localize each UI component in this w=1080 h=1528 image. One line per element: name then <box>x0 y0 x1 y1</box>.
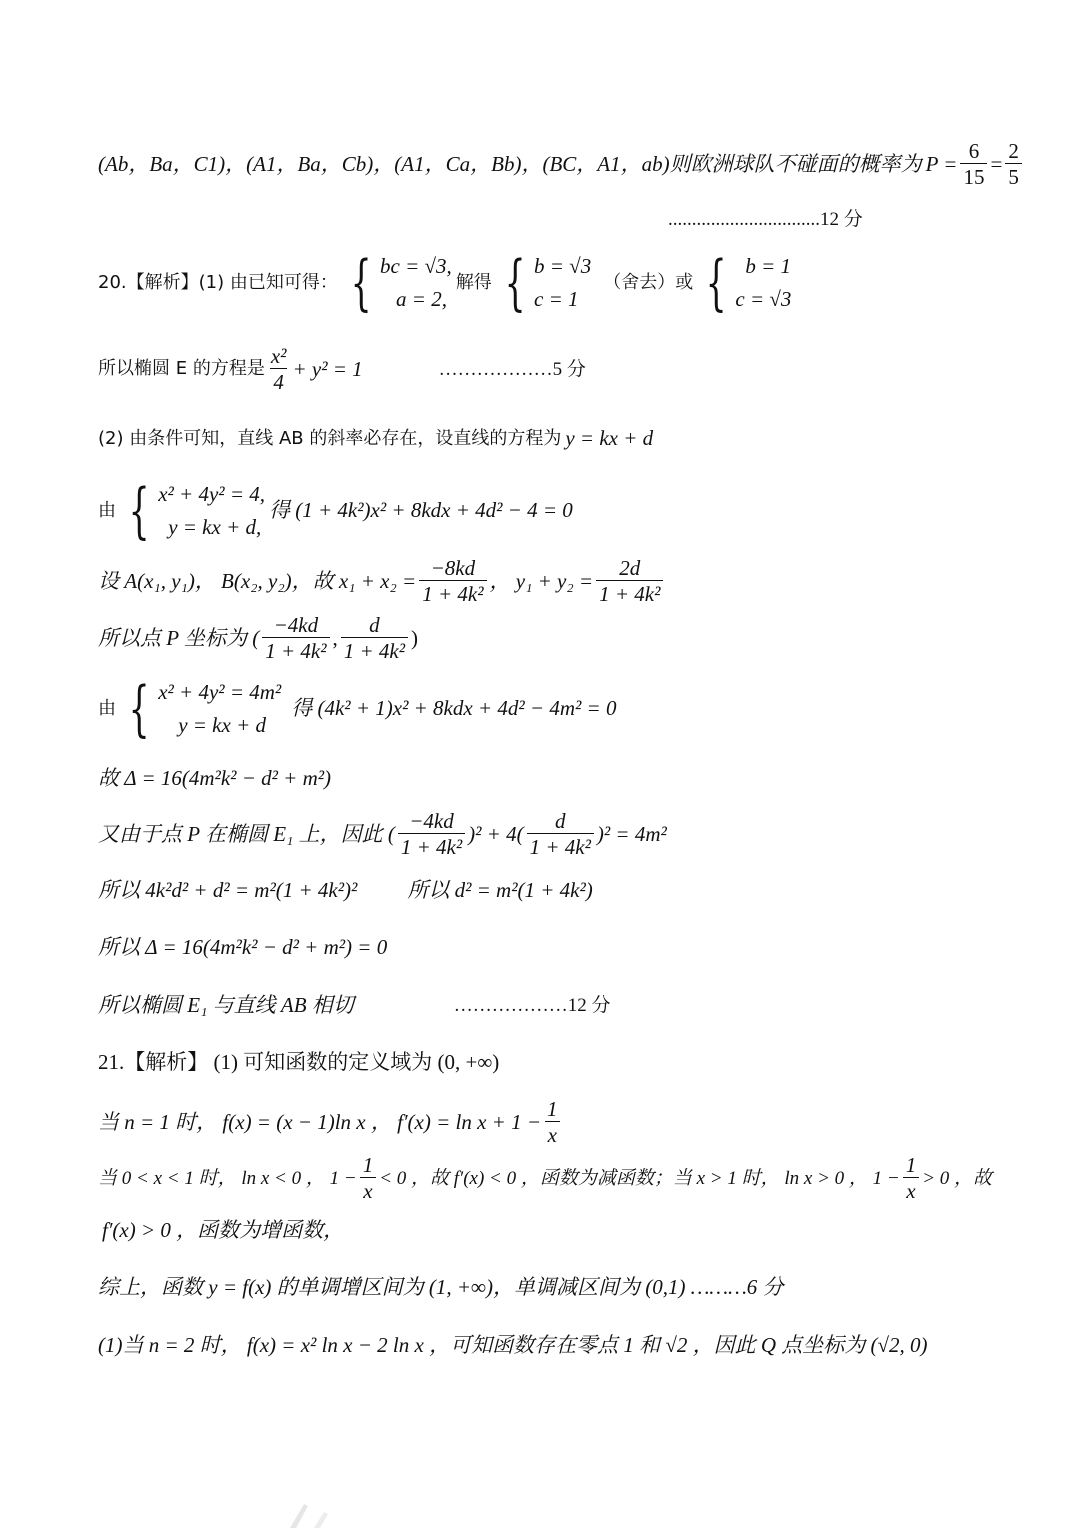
math: < 0 ，故 f′(x) < 0 ，函数为减函数；当 x > 1 时， ln x > 0 ， 1 − <box>379 1167 900 1189</box>
line-point-p <box>98 614 418 662</box>
fraction: $\frac{d}{\text{1 + 4k²}}$ <box>527 810 594 858</box>
math: 得 (1 + 4k²)x² + 8kdx + 4d² − 4 = 0 <box>269 498 573 523</box>
math: 当 n = 1 时， f(x) = (x − 1)ln x ， f′(x) = ln x + 1 − <box>98 1109 542 1134</box>
line-summary <box>98 1277 784 1298</box>
score-text: ................................12 分 <box>668 209 863 230</box>
line-ellipse-equation <box>98 345 586 393</box>
fraction: $\frac{2}{5}$ <box>1005 140 1022 188</box>
fraction: $\frac{-8kd}{\text{1 + 4k²}}$ <box>419 557 486 605</box>
fraction: $\frac{2d}{\text{1 + 4k²}}$ <box>596 557 663 605</box>
line-point-on-ellipse <box>98 810 667 858</box>
fraction: $\frac{1}{x}$ <box>903 1154 920 1202</box>
line-probability <box>98 140 1025 188</box>
line-system-2 <box>98 673 617 744</box>
math: 所以 Δ = 16(4m²k² − d² + m²) = 0 <box>98 935 388 959</box>
line-vieta <box>98 557 666 605</box>
math: 又由于点 P 在椭圆 E₁ 上，因此 ( <box>98 821 395 846</box>
text: 所以椭圆 E 的方程是 <box>98 358 265 380</box>
score-text: ………………5 分 <box>438 358 586 380</box>
watermark-fragment <box>282 1500 342 1528</box>
equation-system: { x² + 4y² = 4, y = kx + d, <box>128 475 266 546</box>
text: 解得 <box>455 271 492 293</box>
line-increasing <box>102 1220 344 1241</box>
math: 综上，函数 y = f(x) 的单调增区间为 (1, +∞)，单调减区间为 (0,1) ………6 分 <box>98 1275 784 1299</box>
text: 20.【解析】(1) 由已知可得： <box>98 271 338 293</box>
math: y = kx + d <box>565 426 654 450</box>
line-n2-case <box>98 1335 928 1356</box>
fraction: $\frac{\text{x²}}{4}$ <box>270 344 287 395</box>
line-system-1 <box>98 475 573 546</box>
comma: , <box>332 625 338 650</box>
math: 所以椭圆 E₁ 与直线 AB 相切 <box>98 993 354 1017</box>
text: 由 <box>98 697 116 719</box>
math: 所以 4k²d² + d² = m²(1 + 4k²)² <box>98 878 358 902</box>
fraction: $\frac{d}{\text{1 + 4k²}}$ <box>341 614 408 662</box>
math: + y² = 1 <box>292 356 363 381</box>
math: )² = 4m² <box>596 821 667 846</box>
line-derivation <box>98 880 593 901</box>
text: (Ab，Ba，C1)，(A1，Ba，Cb)，(A1，Ca，Bb)，(BC，A1，ab)则欧洲球队不碰面的概率为 <box>98 151 922 176</box>
equals: = <box>990 151 1003 176</box>
math: 所以 d² = m²(1 + 4k²) <box>407 878 593 902</box>
text: 21.【解析】 (1) 可知函数的定义域为 (0, +∞) <box>98 1050 500 1074</box>
line-q21-header <box>98 1052 499 1073</box>
math: 故 Δ = 16(4m²k² − d² + m²) <box>98 766 332 790</box>
math: > 0 ，故 <box>922 1167 993 1189</box>
fraction: $\frac{-4kd}{\text{1 + 4k²}}$ <box>398 810 465 858</box>
math: )² + 4( <box>468 821 524 846</box>
score-line <box>668 210 863 229</box>
fraction: $\frac{6}{15}$ <box>960 140 987 188</box>
line-n1-derivative <box>98 1098 564 1146</box>
text: 由 <box>98 499 116 521</box>
line-monotonic-analysis <box>98 1154 992 1202</box>
line-q20-part2 <box>98 428 653 449</box>
fraction: $\frac{1}{x}$ <box>544 1098 561 1146</box>
math: 当 0 < x < 1 时， ln x < 0 ， 1 − <box>98 1167 357 1189</box>
math: 得 (4k² + 1)x² + 8kdx + 4d² − 4m² = 0 <box>291 696 617 721</box>
math: f′(x) > 0 ，函数为增函数， <box>102 1218 345 1242</box>
fraction: $\frac{1}{x}$ <box>360 1154 377 1202</box>
text: （舍去）或 <box>603 271 694 293</box>
paren: ) <box>411 625 419 650</box>
score-text: ………………12 分 <box>453 995 611 1016</box>
math: 所以点 P 坐标为 ( <box>98 625 260 650</box>
equation-system: { x² + 4y² = 4m² y = kx + d <box>128 673 282 744</box>
line-tangent <box>98 995 611 1016</box>
equation-system: { b = 1 c = √3 <box>705 247 792 318</box>
text: (2) 由条件可知，直线 AB 的斜率必存在，设直线的方程为 <box>98 427 562 449</box>
equation-system: { b = √3 c = 1 <box>504 247 592 318</box>
math: (1)当 n = 2 时， f(x) = x² ln x − 2 ln x ，可知函数存在零点 1 和 √2 ，因此 Q 点坐标为 (√2, 0) <box>98 1333 928 1357</box>
fraction: $\frac{-4kd}{\text{1 + 4k²}}$ <box>262 614 329 662</box>
equation-system: { bc = √3, a = 2, <box>350 247 452 318</box>
line-delta-zero <box>98 937 387 958</box>
math: P = <box>925 151 958 176</box>
line-delta <box>98 768 331 789</box>
math: ， y₁ + y₂ = <box>489 568 594 593</box>
math: 设 A(x₁, y₁)， B(x₂, y₂)，故 x₁ + x₂ = <box>98 568 417 593</box>
line-q20-header <box>98 247 795 318</box>
